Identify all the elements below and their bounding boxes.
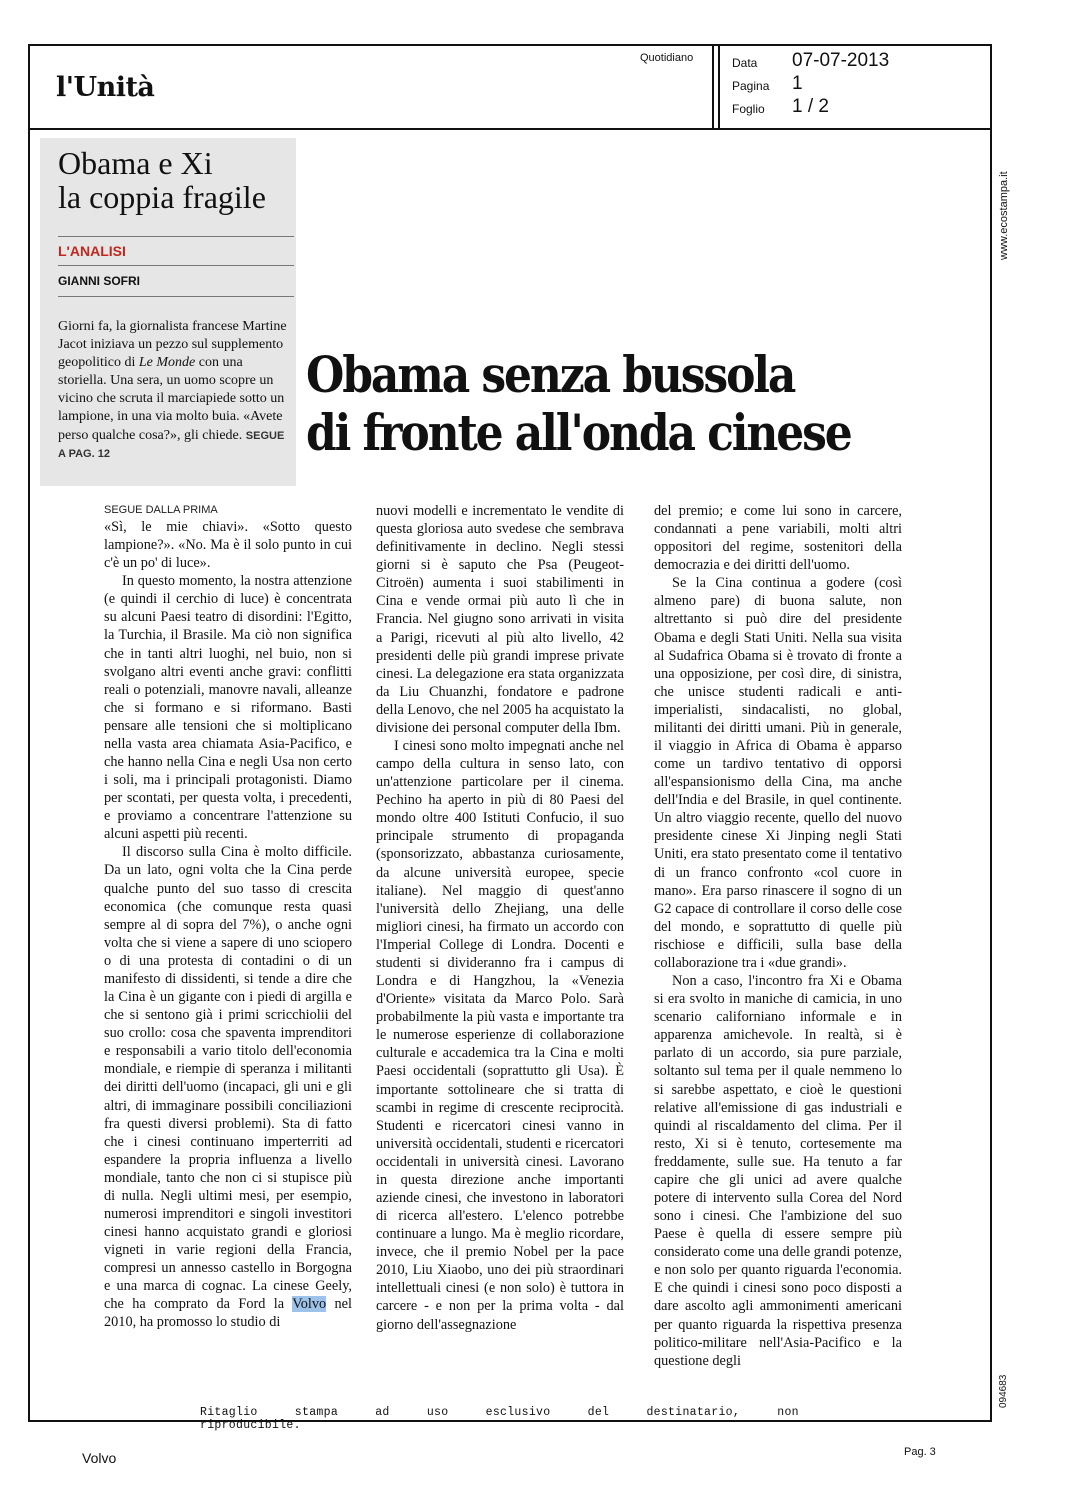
keyword-label: Volvo [82,1450,117,1466]
divider [58,296,294,297]
header-divider [28,128,992,130]
header-vertical-rule [712,44,714,130]
teaser-text-part: con una storiella. Una sera, un uomo scopre un vicino che scruta il marciapiede sotto un lampione, in una via molto buia. «Avete perso qualche cosa?», gli chiede. [58,355,285,443]
newspaper-logo: l'Unità [56,72,155,103]
teaser-title [58,146,294,214]
page-number: Pag. 3 [904,1446,936,1458]
paragraph: nuovi modelli e incrementato le vendite di questa gloriosa auto svedese che sembrava definitivamente in declino. Negli stessi giorni si è saputo che Psa (Peugeot-Citroën) aumenta i suoi stabilimenti in Cina e vende ormai più auto lì che in Francia. Nel giugno sono arrivati in visita a Parigi, ricevuti al più alto livello, 42 presidenti delle più grandi imprese private cinesi. La delegazione era stata organizzata da Liu Chuanzhi, fondatore e padrone della Lenovo, che nel 2005 ha acquistato la divisione dei personal computer della Ibm. [376,503,624,736]
paragraph: I cinesi sono molto impegnati anche nel campo della cultura in senso lato, con un'attenzione particolare per il cinema. Pechino ha aperto in più di 80 Paesi del mondo oltre 400 Istituti Confucio, il suo principale strumento di propaganda (sponsorizzato, abbastanza curiosamente, da alcune università europee, specie italiane). Nel maggio di quest'anno l'università dello Zhejiang, una delle migliori cinesi, ha firmato un accordo con l'Imperial College di Londra. Docenti e studenti si divideranno fra i campus di Londra e di Hangzhou, la «Venezia d'Oriente» visitata da Marco Polo. Sarà probabilmente la più vasta e importante tra le numerose esperienze di collaborazione culturale e accademica tra la Cina e molti Paesi occidentali (soprattutto gli Usa). È importante sottolineare che si tratta di scambi in regime di crescente reciprocità. Studenti e ricercatori cinesi vanno in università occidentali, studenti e ricercatori occidentali in università cinesi. Lavorano in questa direzione anche importanti aziende cinesi, che investono in laboratori di ricerca all'estero. L'elenco potrebbe continuare a lungo. Ma è meglio ricordare, invece, che il premio Nobel per la pace 2010, Liu Xiaobo, uno dei più straordinari intellettuali cinesi (e non solo) è tuttora in carcere - e non per la prima volta - dal giorno dell'assegnazione [376,738,624,1333]
document-code [994,1360,1014,1410]
paragraph [104,843,352,1331]
continued-reference: SEGUE A PAG. 12 [58,429,285,460]
teaser-text-italic: Le Monde [138,355,196,371]
sheet-value: 1 / 2 [792,96,829,117]
date-value: 07-07-2013 [792,50,890,71]
article-headline [306,346,913,462]
divider [58,236,294,237]
disclaimer: Ritaglio stampa ad uso esclusivo del destinatario, non riproducibile. [200,1406,799,1432]
headline-line: di fronte all'onda cinese [306,403,851,462]
paragraph: Se la Cina continua a godere (così almeno pare) di buona salute, non altrettanto si può dire del presidente Obama e degli Stati Uniti. Nella sua visita al Sudafrica Obama si è trovato di fronte a una opposizione, per così dire, di sinistra, che unisce studenti radicali e anti-imperialisti, sindacalisti, no global, militanti dei diritti umani. Più in generale, il viaggio in Africa di Obama è apparso come un tardivo tentativo di opporsi all'espansionismo della Cina, ma anche dell'India e del Brasile, in quel continente. Un altro viaggio recente, quello del nuovo presidente cinese Xi Jinping negli Stati Uniti, era stato presentato come il tentativo di un franco confronto «col cuore in mano». Era parso rinascere il sogno di un G2 capace di controllare il corso delle cose del mondo, e soprattutto di quelle più rischiose e difficili, sulla base della collaborazione tra i «due grandi». [654,575,902,971]
divider [58,265,294,266]
article-column-3 [654,502,902,1370]
header-vertical-rule [718,44,720,130]
headline-line: Obama senza bussola [306,345,795,404]
website-text: www.ecostampa.it [998,171,1010,260]
highlighted-keyword: Volvo [292,1296,327,1313]
paragraph: In questo momento, la nostra attenzione (e quindi il cerchio di luce) è concentrata su alcuni Paesi teatro di disordini: l'Egitto, la Turchia, il Brasile. Ma ciò non significa che in tanti altri luoghi, nel buio, non si svolgano altri eventi anche gravi: conflitti reali o potenziali, manovre navali, alleanze che si formano e si riformano. Basti pensare alle tensioni che si moltiplicano nella vasta area chiamata Asia-Pacifico, e che hanno nella Cina e negli Usa non certo i soli, ma i principali protagonisti. Diamo per scontati, per questa volta, i precedenti, e proviamo a concentrare l'attenzione su alcuni aspetti più recenti. [104,573,352,843]
paragraph: «Sì, le mie chiavi». «Sotto questo lampione?». «No. Ma è il solo punto in cui c'è un po' di luce». [104,519,352,572]
teaser-text [58,318,290,463]
author-name: GIANNI SOFRI [58,274,141,288]
page-value: 1 [792,73,803,94]
teaser-title-line: Obama e Xi [58,145,213,181]
website-vertical [994,150,1014,260]
paragraph-text: Il discorso sulla Cina è molto difficile. Da un lato, ogni volta che la Cina perde qualche punto del suo tasso di crescita economica (che comunque resta quasi sempre al di sopra del 7%), o anche ogni volta che si viene a sapere di uno sciopero o di una protesta di contadini o di un manifesto di dissidenti, si tende a dire che la Cina è un gigante con i piedi di argilla e che si sentono già i primi scricchiolii del suo crollo: cosa che spaventa imprenditori e responsabili a vario titolo dell'economia mondiale, e riempie di speranza i militanti dei diritti dell'uomo (incapaci, gli uni e gli altri, di immaginare possibili conciliazioni fra questi diversi problemi). Sta di fatto che i cinesi continuano imperterriti ad espandere la propria influenza a livello mondiale, tanto che non ci si stupisce più di nulla. Negli ultimi mesi, per esempio, numerosi imprenditori e singoli investitori cinesi hanno acquistato grandi e gloriosi vigneti in varie regioni della Francia, compresi un annesso castello in Borgogna e una marca di cognac. La cinese Geely, che ha comprato da Ford la [104,844,352,1313]
kicker: SEGUE DALLA PRIMA [104,504,218,516]
paragraph-text: nel 2010, ha promosso lo studio di [104,1296,352,1331]
sheet-label: Foglio [732,102,765,116]
paragraph: Non a caso, l'incontro fra Xi e Obama si era svolto in maniche di camicia, in uno scenario californiano informale e in apparenza amichevole. In realtà, si è parlato di un accordo, sia pure parziale, soltanto sul tema per il quale nemmeno lo si sarebbe aspettato, e cioè le questioni relative all'emissione di gas industriali e quindi al riscaldamento del clima. Per il resto, Xi si è tenuto, cortesemente ma freddamente, sulle sue. Ha tenuto a far capire che gli unici ad avere qualche potere di intervento sulla Corea del Nord sono i cinesi. Che l'ambizione del suo Paese è quella di essere sempre più considerato come una delle grandi potenze, e non solo per quanto riguarda l'economia. E che quindi i cinesi sono poco disposti a dare ascolto agli ammonimenti americani per quanto riguarda la rispettiva presenza politico-militare nell'Asia-Pacifico e la questione degli [654,973,902,1369]
page-label: Pagina [732,79,770,93]
teaser-title-line: la coppia fragile [58,179,266,215]
paragraph: del premio; e come lui sono in carcere, condannati a pene variabili, molti altri oppositori del regime, sostenitori della democrazia e dei diritti dell'uomo. [654,503,902,574]
section-label: L'ANALISI [58,243,126,259]
article-column-2 [376,502,624,1334]
teaser-text-part: Giorni fa, la giornalista francese Martine Jacot iniziava un pezzo sul supplemento geopolitico di [58,319,287,371]
date-label: Data [732,56,758,70]
article-column-1 [104,502,352,1332]
publication-type: Quotidiano [640,52,694,64]
document-code-text: 094683 [998,1374,1009,1408]
